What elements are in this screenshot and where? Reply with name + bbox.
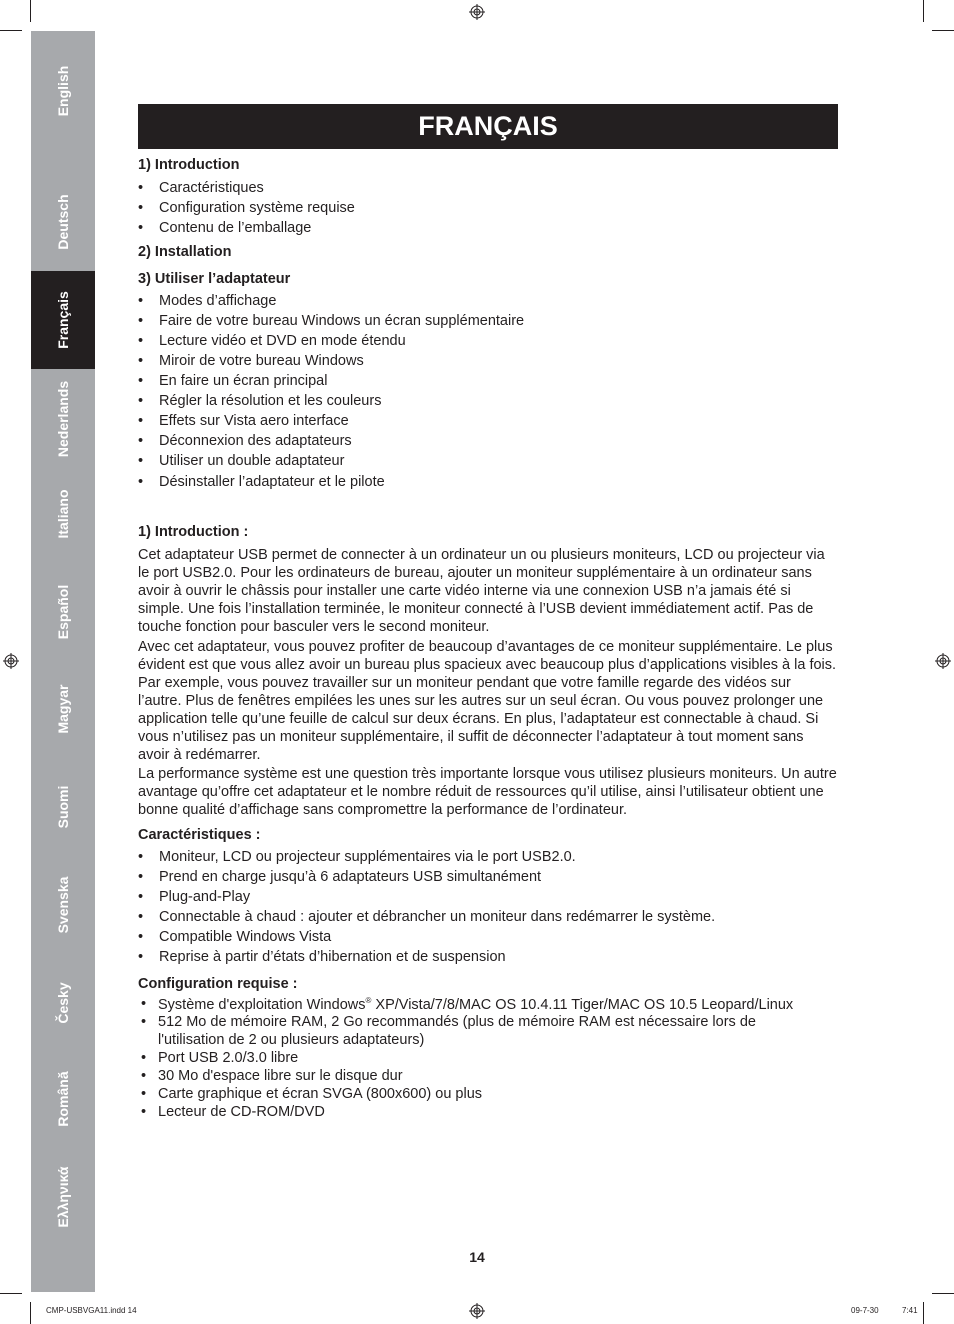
tab-francais-label: Français xyxy=(55,291,71,349)
tab-cesky-label: Česky xyxy=(55,982,71,1024)
bullet-icon: • xyxy=(138,313,144,329)
bullet-icon: • xyxy=(138,373,144,389)
tab-english-label: English xyxy=(55,65,71,117)
tab-espanol[interactable] xyxy=(31,565,95,659)
list-item: Utiliser un double adaptateur xyxy=(159,453,345,469)
footer-filename: CMP-USBVGA11.indd 14 xyxy=(46,1306,137,1315)
list-item: Faire de votre bureau Windows un écran supplémentaire xyxy=(159,313,525,329)
bullet-icon: • xyxy=(138,220,144,236)
tab-romana-label: Română xyxy=(55,1071,71,1127)
crop-mark xyxy=(30,0,31,22)
bullet-icon: • xyxy=(138,413,144,429)
crop-mark xyxy=(923,1302,924,1324)
section-heading-features: Caractéristiques : xyxy=(138,827,261,843)
bullet-icon: • xyxy=(138,333,144,349)
crop-mark xyxy=(932,30,954,31)
bullet-icon: • xyxy=(138,849,144,865)
page-number: 14 xyxy=(469,1249,485,1265)
list-item: En faire un écran principal xyxy=(159,373,328,389)
bullet-icon: • xyxy=(138,433,144,449)
list-item-continuation: l'utilisation de 2 ou plusieurs adaptateurs) xyxy=(158,1032,425,1048)
list-item: Connectable à chaud : ajouter et débrancher un moniteur dans redémarrer le système. xyxy=(159,909,716,925)
tab-deutsch[interactable] xyxy=(31,169,95,275)
tab-svenska[interactable] xyxy=(31,857,95,953)
tab-espanol-label: Español xyxy=(55,584,71,640)
tab-italiano[interactable] xyxy=(31,467,95,561)
toc-heading-installation: 2) Installation xyxy=(138,244,232,260)
bullet-icon: • xyxy=(138,453,144,469)
bullet-icon: • xyxy=(141,996,147,1012)
registered-mark: ® xyxy=(365,996,372,1005)
tab-suomi[interactable] xyxy=(31,759,95,855)
tab-svenska-label: Svenska xyxy=(55,876,71,934)
tab-magyar[interactable] xyxy=(31,661,95,757)
tab-ellinika[interactable] xyxy=(31,1147,95,1247)
list-item: Compatible Windows Vista xyxy=(159,929,332,945)
list-item: Lecture vidéo et DVD en mode étendu xyxy=(159,333,406,349)
list-item: Reprise à partir d’états d’hibernation et de suspension xyxy=(159,949,506,965)
list-item: Plug-and-Play xyxy=(159,889,251,905)
bullet-icon: • xyxy=(141,1014,147,1030)
tab-romana[interactable] xyxy=(31,1051,95,1147)
bullet-icon: • xyxy=(138,869,144,885)
list-item: Modes d’affichage xyxy=(159,293,277,309)
footer-time: 7:41 xyxy=(902,1306,918,1315)
tab-nederlands-label: Nederlands xyxy=(55,380,71,458)
registration-mark-icon xyxy=(469,1303,485,1319)
intro-paragraph-3: La performance système est une question très importante lorsque vous utilisez plusieurs moniteurs. Un autre avantage qu’offre cet adaptateur et le nombre réduit de ressources qu’il utilise, ainsi l’utilisateur obtient une bonne qualité d’affichage sans compromettre la performance de l’ordinateur. xyxy=(138,766,837,818)
bullet-icon: • xyxy=(138,889,144,905)
bullet-icon: • xyxy=(138,909,144,925)
tab-ellinika-label: Ελληνικά xyxy=(55,1166,71,1228)
bullet-icon: • xyxy=(138,180,144,196)
config-os-text: Système d'exploitation Windows xyxy=(158,996,366,1013)
bullet-icon: • xyxy=(138,353,144,369)
list-item: Miroir de votre bureau Windows xyxy=(159,353,364,369)
bullet-icon: • xyxy=(141,1068,147,1084)
section-heading-config: Configuration requise : xyxy=(138,976,298,992)
bullet-icon: • xyxy=(138,393,144,409)
bullet-icon: • xyxy=(138,929,144,945)
list-item: Prend en charge jusqu’à 6 adaptateurs USB simultanément xyxy=(159,869,542,885)
intro-paragraph-1: Cet adaptateur USB permet de connecter à un ordinateur un ou plusieurs moniteurs, LCD ou projecteur via le port USB2.0. Pour les ordinateurs de bureau, ajouter un moniteur supplémentaire à un ordinateur sans avoir à ouvrir le châssis pour installer une carte vidéo interne via une connexion USB n’a jamais été si simple. Une fois l’installation terminée, le moniteur connecté à l’USB devient immédiatement actif. Pas de touche fonction pour basculer vers le second moniteur. xyxy=(138,547,825,635)
bullet-icon: • xyxy=(138,474,144,490)
tab-francais[interactable] xyxy=(31,271,95,369)
list-item: Déconnexion des adaptateurs xyxy=(159,433,352,449)
list-item: Caractéristiques xyxy=(159,180,264,196)
toc-heading-introduction: 1) Introduction xyxy=(138,157,240,173)
toc-heading-adaptateur: 3) Utiliser l’adaptateur xyxy=(138,271,291,287)
tab-nederlands[interactable] xyxy=(31,369,95,469)
crop-mark xyxy=(0,1293,22,1294)
registration-mark-icon xyxy=(469,4,485,20)
bullet-icon: • xyxy=(141,1050,147,1066)
registration-mark-icon xyxy=(935,653,951,669)
list-item: Régler la résolution et les couleurs xyxy=(159,393,382,409)
list-item: Effets sur Vista aero interface xyxy=(159,413,349,429)
list-item: 30 Mo d'espace libre sur le disque dur xyxy=(158,1068,403,1084)
bullet-icon: • xyxy=(138,949,144,965)
config-os-versions: XP/Vista/7/8/MAC OS 10.4.11 Tiger/MAC OS 10.5 Leopard/Linux xyxy=(371,996,794,1013)
tab-deutsch-label: Deutsch xyxy=(55,194,71,250)
list-item: 512 Mo de mémoire RAM, 2 Go recommandés (plus de mémoire RAM est nécessaire lors de xyxy=(158,1014,756,1030)
section-heading-introduction: 1) Introduction : xyxy=(138,524,249,540)
list-item xyxy=(158,996,793,1013)
list-item: Contenu de l’emballage xyxy=(159,220,312,236)
bullet-icon: • xyxy=(138,200,144,216)
list-item: Désinstaller l’adaptateur et le pilote xyxy=(159,474,385,490)
list-item: Carte graphique et écran SVGA (800x600) ou plus xyxy=(158,1086,483,1102)
page-title: FRANÇAIS xyxy=(138,104,838,149)
crop-mark xyxy=(30,1302,31,1324)
tab-magyar-label: Magyar xyxy=(55,684,71,734)
tab-english[interactable] xyxy=(31,31,95,151)
bullet-icon: • xyxy=(138,293,144,309)
tab-italiano-label: Italiano xyxy=(55,489,71,539)
list-item: Port USB 2.0/3.0 libre xyxy=(158,1050,299,1066)
crop-mark xyxy=(932,1293,954,1294)
footer-date: 09-7-30 xyxy=(851,1306,879,1315)
bullet-icon: • xyxy=(141,1086,147,1102)
tab-cesky[interactable] xyxy=(31,955,95,1051)
bullet-icon: • xyxy=(141,1104,147,1120)
intro-paragraph-2: Avec cet adaptateur, vous pouvez profiter de beaucoup d’avantages de ce moniteur supplémentaire. Le plus évident est que vous allez avoir un bureau plus spacieux avec beaucoup plus d’applications visibles à la fois. Par exemple, vous pouvez travailler sur un moniteur pendant que votre famille regarde des vidéos sur l’autre. Plus de fenêtres empilées les unes sur les autres sur un seul écran. Ou vous pouvez prolonger une application telle qu’une feuille de calcul sur deux écrans. En plus, l’adaptateur est connectable à chaud. Si vous n’utilisez pas un moniteur supplémentaire, il suffit de déconnecter l’adaptateur à tout moment sans avoir à redémarrer. xyxy=(138,639,837,763)
list-item: Configuration système requise xyxy=(159,200,355,216)
registration-mark-icon xyxy=(3,653,19,669)
list-item: Lecteur de CD-ROM/DVD xyxy=(158,1104,325,1120)
tab-suomi-label: Suomi xyxy=(55,785,71,829)
list-item: Moniteur, LCD ou projecteur supplémentaires via le port USB2.0. xyxy=(159,849,576,865)
crop-mark xyxy=(0,30,22,31)
crop-mark xyxy=(923,0,924,22)
language-sidebar xyxy=(31,31,95,1292)
